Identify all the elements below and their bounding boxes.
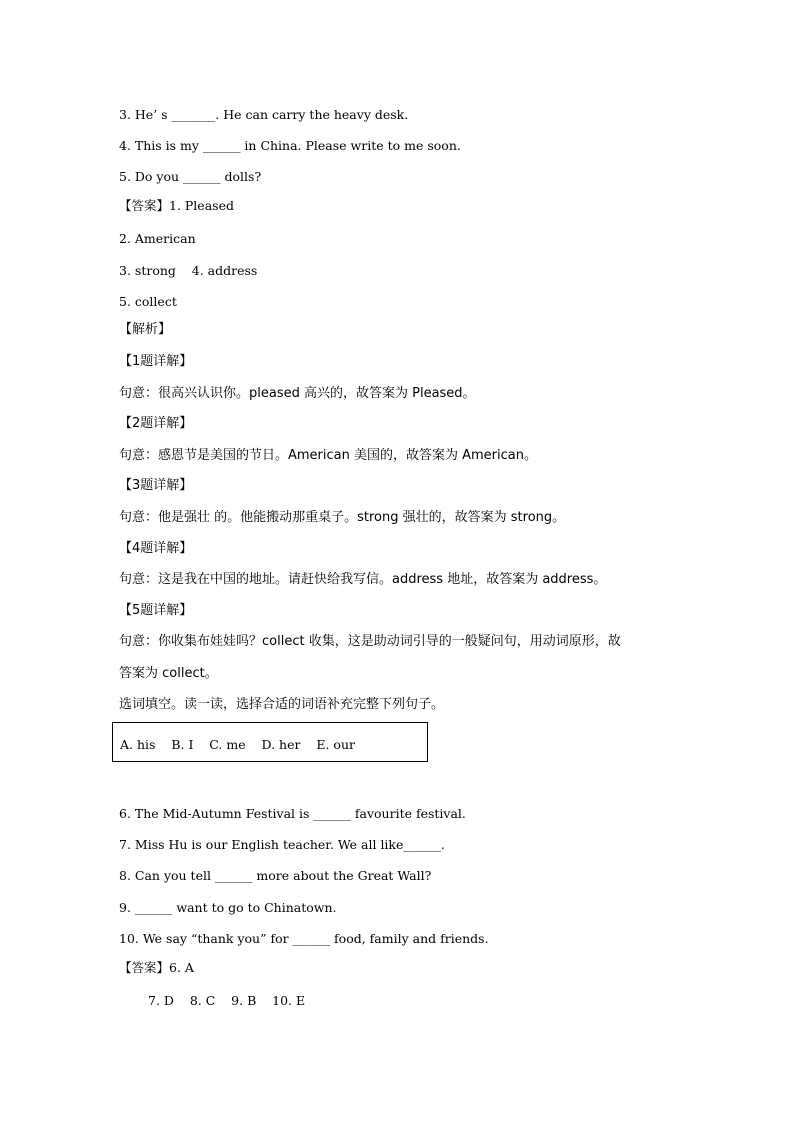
question-5: 5. Do you ______ dolls? bbox=[119, 169, 262, 184]
answer-6: 【答案】6. A bbox=[119, 960, 194, 975]
detail-heading-3: 【3题详解】 bbox=[119, 478, 193, 493]
explanation-3: 句意：他是强壮 的。他能搬动那重桌子。strong 强壮的，故答案为 strong。 bbox=[119, 510, 566, 525]
explanation-5-cont: 答案为 collect。 bbox=[119, 666, 218, 681]
question-4: 4. This is my ______ in China. Please write to me soon. bbox=[119, 138, 461, 153]
question-10: 10. We say “thank you” for ______ food, family and friends. bbox=[119, 931, 489, 946]
section-instruction: 选词填空。读一读，选择合适的词语补充完整下列句子。 bbox=[119, 697, 445, 712]
detail-heading-1: 【1题详解】 bbox=[119, 354, 193, 369]
detail-heading-5: 【5题详解】 bbox=[119, 603, 193, 618]
word-bank-box bbox=[112, 722, 428, 762]
explanation-2: 句意：感恩节是美国的节日。American 美国的，故答案为 American。 bbox=[119, 448, 537, 463]
answers-7-10: 7. D 8. C 9. B 10. E bbox=[148, 993, 306, 1008]
answer-1: 【答案】1. Pleased bbox=[119, 198, 234, 213]
detail-heading-2: 【2题详解】 bbox=[119, 416, 193, 431]
question-6: 6. The Mid-Autumn Festival is ______ favourite festival. bbox=[119, 806, 466, 821]
answer-3-4: 3. strong 4. address bbox=[119, 263, 258, 278]
analysis-heading: 【解析】 bbox=[119, 322, 172, 337]
word-bank-options: A. his B. I C. me D. her E. our bbox=[120, 737, 355, 752]
answer-5: 5. collect bbox=[119, 294, 177, 309]
explanation-5: 句意：你收集布娃娃吗？collect 收集，这是助动词引导的一般疑问句，用动词原形，故 bbox=[119, 634, 621, 649]
question-3: 3. He’ s _______. He can carry the heavy desk. bbox=[119, 107, 409, 122]
explanation-1: 句意：很高兴认识你。pleased 高兴的，故答案为 Pleased。 bbox=[119, 386, 476, 401]
question-7: 7. Miss Hu is our English teacher. We all like______. bbox=[119, 837, 445, 852]
explanation-4: 句意：这是我在中国的地址。请赶快给我写信。address 地址，故答案为 address。 bbox=[119, 572, 607, 587]
detail-heading-4: 【4题详解】 bbox=[119, 541, 193, 556]
answer-2: 2. American bbox=[119, 231, 196, 246]
question-8: 8. Can you tell ______ more about the Great Wall? bbox=[119, 868, 432, 883]
question-9: 9. ______ want to go to Chinatown. bbox=[119, 900, 337, 915]
